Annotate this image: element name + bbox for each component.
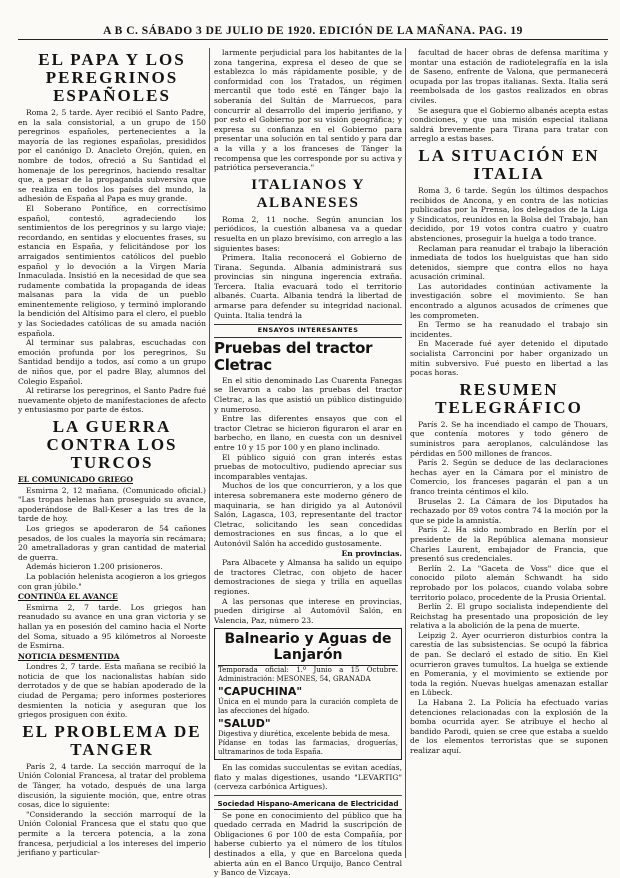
headline-situacion: LA SITUACIÓN EN ITALIA: [418, 145, 600, 183]
paragraph: Roma 2, 11 noche. Según anuncian los periódicos, la cuestión albanesa va a quedar resuelta en un plazo brevísimo, con arreglo a las siguientes bases:: [214, 214, 402, 253]
ad-text: Digestiva y diurética, excelente bebida de mesa.: [218, 730, 391, 739]
ad-text: Temporada oficial: 1.º Junio a 15 Octubre. Administración: MESONES, 54, GRANADA: [218, 666, 398, 684]
paragraph: Se pone en conocimiento del público que ha quedado cerrada en Madrid la suscripción de Obligaciones 6 por 100 de esta Compañía, por haberse cubierto ya el número de los títulos destinados a ella, y que en Barcelona queda abierta aún en el Banco Urquijo, Banco Central y Banco de Vizcaya.: [214, 810, 402, 878]
paragraph: En Termo se ha reanudado el trabajo sin incidentes.: [410, 320, 608, 339]
paragraph: Muchos de los que concurrieron, y a los que interesa sobremanera este moderno género de maquinaria, se han dirigido ya al Autonóvil Salón, Lagasca, 103, representante del tractor Cletrac, solicitando les sean concedidas demostraciones en sus fincas, a lo que el Autonóvil Salón ha accedido gustosamente.: [214, 481, 402, 548]
subheading: CONTINÚA EL AVANCE: [18, 592, 118, 602]
headline-papa: EL PAPA Y LOS PEREGRINOS ESPAÑOLES: [38, 50, 186, 105]
paragraph: El público siguió con gran interés estas pruebas de motocultivo, pudiendo apreciar sus incomparables ventajas.: [214, 452, 402, 481]
headline-resumen: RESUMEN TELEGRÁFICO: [435, 379, 583, 417]
paragraph: Reclaman para reanudar el trabajo la liberación inmediata de todos los huelguistas que han sido detenidos, siempre que contra ellos no haya acusación criminal.: [410, 243, 608, 282]
paragraph: París 2, 4 tarde. La sección marroquí de la Unión Colonial Francesa, al tratar del problema de Tánger, ha votado, después de una larga discusión, la siguiente moción, que, entre otras cosas, dice lo siguiente:: [18, 761, 206, 810]
paragraph: Roma 3, 6 tarde. Según los últimos despachos recibidos de Ancona, y en contra de las noticias publicadas por la Prensa, los delegados de la Liga y Sindicatos, reunidos en la Bolsa del Trabajo, han decidido, por 19 votos contra cuatro y cuatro abstenciones, proseguir la huelga a todo trance.: [410, 185, 608, 243]
paragraph: Se asegura que el Gobierno albanés acepta estas condiciones, y que una misión especial italiana saldrá brevemente para Tirana para tratar con arreglo a estas bases.: [410, 105, 608, 144]
ad-text: Única en el mundo para la curación completa de las afecciones del hígado.: [218, 698, 398, 716]
ad-balneario: [214, 628, 402, 760]
paragraph: Entre las diferentes ensayos que con el tractor Cletrac se hicieron figuraron el arar en barbecho, en llano, en cuesta con un desnivel entre 10 y 15 por 100 y en plano inclinado.: [214, 414, 402, 452]
paragraph: Al retirarse los peregrinos, el Santo Padre fué nuevamente objeto de manifestaciones de afecto y entusiasmo por parte de éstos.: [18, 386, 206, 415]
paragraph: Bruselas 2. La Cámara de los Diputados ha rechazado por 89 votos contra 74 la moción por la que se pide la amnistía.: [410, 496, 608, 525]
paragraph: Las autoridades continúan activamente la investigación sobre el movimiento. Se han encontrado a algunos acusados de crímenes que les comprometen.: [410, 281, 608, 320]
section-kicker: ENSAYOS INTERESANTES: [214, 324, 402, 338]
paragraph: Además hicieron 1.200 prisioneros.: [26, 562, 163, 572]
divider: [214, 795, 402, 796]
paragraph: Los griegos se apoderaron de 54 cañones pesados, de los cuales la mayoría sin recámara; 20 ametralladoras y gran cantidad de material de guerra.: [18, 523, 206, 562]
paragraph: La Habana 2. La Policía ha efectuado varias detenciones relacionadas con la explosión de la bomba ocurrida ayer. Se atribuye el hecho al bandido Parodi, quien se cree que estaba a sueldo de los elementos terroristas que se suponen realizar aquí.: [410, 698, 608, 755]
paragraph: París 2. Se ha incendiado el campo de Thouars, que contenía motores y todo género de suministros para aeroplanos, calculándose las pérdidas en 500 millones de francos.: [410, 419, 608, 458]
paragraph: En Macerade fué ayer detenido el diputado socialista Carroncini por haber organizado un mitin subversivo. Fué puesto en libertad a las pocas horas.: [410, 339, 608, 378]
paragraph: París 2. Según se deduce de las declaraciones hechas ayer en la Cámara por el ministro de Comercio, los franceses pagarán el pan a un franco treinta céntimos el kilo.: [410, 458, 608, 496]
headline-cletrac: Pruebas del tractor Cletrac: [214, 338, 373, 374]
paragraph: Esmirna 2, 7 tarde. Los griegos han reanudado su avance en una gran victoria y se hallan ya en posesión del camino hacia el Norte del Soma, situado a 95 kilómetros al Noroeste de Esmirna.: [18, 602, 206, 651]
paragraph: París 2. Ha sido nombrado en Berlín por el presidente de la República alemana monsieur Charles Laurent, embajador de Francia, que presentó sus credenciales.: [410, 525, 608, 564]
paragraph: Berlín 2. El grupo socialista independiente del Reichstag ha presentado una proposición de ley relativa a la abolición de la pena de muerte.: [410, 602, 608, 631]
brand-salud: "SALUD": [218, 717, 271, 731]
headline-italianos: ITALIANOS Y ALBANESES: [251, 176, 365, 211]
ad-title: Balneario y Aguas de Lanjarón: [218, 631, 398, 666]
masthead: A B C. SÁBADO 3 DE JULIO DE 1920. EDICIÓN DE LA MAÑANA. PAG. 19: [18, 25, 608, 40]
column-rule: [209, 48, 210, 858]
paragraph: Berlín 2. La "Gaceta de Voss" dice que el conocido piloto alemán Schwandt ha sido reprobado por los polacos, cuando volaba sobre territorio polaco, procedente de la Prusia Oriental.: [410, 563, 608, 602]
headline-turcos: LA GUERRA CONTRA LOS TURCOS: [46, 417, 178, 472]
paragraph: Roma 2, 5 tarde. Ayer recibió el Santo Padre, en la sala consistorial, a un grupo de 150 peregrinos españoles, pertenecientes a la mayoría de las regiones españolas, presididos por el canónigo D. Anacleto Orejón, quien, en nombre de todos, ofreció a Su Santidad el homenaje de los peregrinos, haciendo resaltar que, a pesar de la propaganda subversiva que se realiza en todos los países del mundo, la adhesión de España al Papa es muy grande.: [18, 108, 206, 204]
paragraph: Al terminar sus palabras, escuchadas con emoción profunda por los peregrinos, Su Santidad bendijo a todos, así como a un grupo de niños que, por el padre Blay, alumnos del Colegio Español.: [18, 338, 206, 386]
paragraph: En las comidas succulentas se evitan acedías, flato y malas digestiones, usando "LEVARTIG" (cerveza carbónica Artigues).: [214, 763, 402, 792]
column-rule: [405, 48, 406, 858]
subheading: EL COMUNICADO GRIEGO: [18, 475, 133, 484]
paragraph: La población helenista acogieron a los griegos con gran júbilo.": [18, 571, 206, 591]
paragraph: larmente perjudicial para los habitantes de la zona tangerina, expresa el deseo de que se establezca lo más rápidamente posible, y de conformidad con los Tratados, un régimen mercantil que todo esté en Tánger bajo la soberanía del Sultán de Marruecos, para concurrir al desarrollo del imperio jerifiano, y por esto el Gobierno por su visión geográfica; y expresa su confianza en el Gobierno para presentar una solución en tal sentido y para dar a la villa y a los franceses de Tánger la recompensa que les corresponde por su activa y patriótica perseverancia.": [214, 48, 402, 173]
paragraph: A las personas que interese en provincias, pueden dirigirse al Automóvil Salón, en Valencia, Paz, número 23.: [214, 596, 402, 625]
ad-text: Pídanse en todas las farmacias, droguerías, ultramarinos de toda España.: [218, 739, 398, 757]
ad-electricidad-title: Sociedad Hispano-Americana de Electricidad: [214, 799, 402, 810]
brand-capuchina: "CAPUCHINA": [218, 685, 303, 699]
paragraph: Primera. Italia reconocerá el Gobierno de Tirana. Segunda. Albania administrará sus provincias sin ninguna ingerencia extraña. Tercera. Italia evacuará todo el territorio albanés. Cuarta. Albania tendrá la libertad de armarse para defender su integridad nacional. Quinta. Italia tendrá la: [214, 253, 402, 320]
paragraph: Londres 2, 7 tarde. Esta mañana se recibió la noticia de que los nacionalistas habían sido derrotados y de que se habían apoderado de la ciudad de Pergama; pero informes posteriores desmienten la noticia y aseguran que los griegos prosiguen con éxito.: [18, 662, 206, 720]
paragraph: facultad de hacer obras de defensa marítima y montar una estación de radiotelegrafía en la isla de Saseno, enfrente de Valona, que permanecerá ocupada por las tropas italianas. Sexta. Italia será reembolsada de los gastos realizados en obras civiles.: [410, 48, 608, 105]
column-3: [410, 48, 608, 860]
paragraph: En el sitio denominado Las Cuarenta Fanegas se llevaron a cabo las pruebas del tractor Cletrac, a las que asistió un público distinguido y numeroso.: [214, 375, 402, 414]
paragraph: Esmirna 2, 12 mañana. (Comunicado oficial.) "Las tropas helenas han proseguido su avance, apoderándose de Ball-Keser a las tres de la tarde de hoy.: [18, 485, 206, 524]
paragraph: Para Albacete y Almansa ha salido un equipo de tractores Cletrac, con objeto de hacer demostraciones de siega y trilla en aquellas regiones.: [214, 558, 402, 596]
subheading: NOTICIA DESMENTIDA: [18, 651, 120, 661]
column-1: [18, 48, 206, 860]
column-2: [214, 48, 402, 878]
paragraph: El Soberano Pontífice, en correctísimo español, contestó, agradeciendo los sentimientos de los peregrinos y su largo viaje; recordando, en sentidas y elocuentes frases, su estancia en España, y felicitándose por los arraigados sentimientos católicos del pueblo español y lo devoción a la Virgen María Inmaculada. Insistió en la necesidad de que sea rudamente combatida la propaganda de ideas malsanas para la vida de un pueblo eminentemente religioso, y terminó implorando la bendición del Altísimo para el clero, el pueblo y las Sociedades católicas de su amada nación española.: [18, 203, 206, 338]
paragraph: "Considerando la sección marroquí de la Unión Colonial Francesa que el statu quo que permite a la tercera potencia, a la zona francesa, perjudicial a los intereses del imperio jerifiano y particular-: [18, 809, 206, 858]
subheading: En provincias.: [341, 548, 402, 558]
paragraph: Leipzig 2. Ayer ocurrieron disturbios contra la carestía de las subsistencias. Se ocupó la fábrica de pan. Se declaró el estado de sitio. En Kiel ocurrieron graves tumultos. La huelga se extiende en Pomerania, y el movimiento se extiende por toda la región. Nuevas huelgas amenazan estallar en Lübeck.: [410, 630, 608, 698]
headline-tanger: EL PROBLEMA DE TANGER: [22, 721, 202, 759]
